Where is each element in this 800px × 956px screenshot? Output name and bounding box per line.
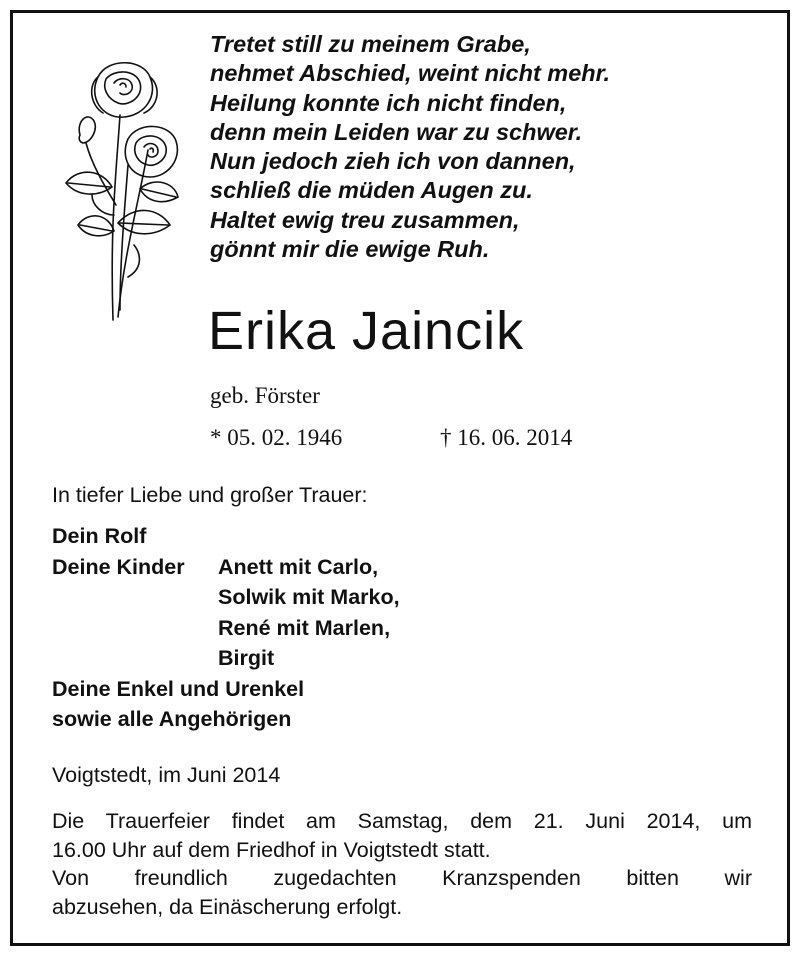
- birth-date: * 05. 02. 1946: [210, 425, 343, 450]
- child-name: Solwik mit Marko,: [218, 585, 400, 609]
- child-name: Anett mit Carlo,: [218, 554, 379, 579]
- child-name: René mit Marlen,: [218, 615, 391, 640]
- rose-illustration: [58, 55, 188, 325]
- mourner-rolf: Dein Rolf: [52, 524, 147, 548]
- poem-line: schließ die müden Augen zu.: [210, 177, 533, 204]
- mourner-angehoerige: sowie alle Angehörigen: [52, 707, 292, 731]
- deceased-name: Erika Jaincik: [208, 301, 525, 361]
- maiden-name: geb. Förster: [210, 383, 320, 408]
- mourner-enkel: Deine Enkel und Urenkel: [52, 676, 305, 701]
- poem-line: nehmet Abschied, weint nicht mehr.: [210, 60, 611, 87]
- place-date: Voigtstedt, im Juni 2014: [52, 763, 281, 787]
- mourner-row: [52, 552, 379, 583]
- notice-line: Die Trauerfeier findet am Samstag, dem 21. Juni 2014, um: [52, 809, 752, 833]
- notice-line: Von freundlich zugedachten Kranzspenden bitten wir: [52, 866, 752, 890]
- notice-line: abzusehen, da Einäscherung erfolgt.: [52, 894, 403, 919]
- child-name: Birgit: [218, 646, 275, 670]
- poem: [210, 30, 610, 264]
- mourner-row: [52, 643, 304, 674]
- mourner-row: [52, 704, 304, 735]
- funeral-notice: [52, 807, 752, 921]
- poem-line: Tretet still zu meinem Grabe,: [210, 31, 531, 57]
- poem-line: Heilung konnte ich nicht finden,: [210, 89, 567, 116]
- mourner-row: [52, 674, 304, 705]
- mourner-row: [52, 521, 304, 552]
- mourners-list: [52, 521, 400, 735]
- mourning-intro: In tiefer Liebe und großer Trauer:: [52, 483, 368, 507]
- poem-line: Haltet ewig treu zusammen,: [210, 206, 520, 233]
- poem-line: Nun jedoch zieh ich von dannen,: [210, 148, 576, 175]
- death-date: † 16. 06. 2014: [440, 425, 573, 450]
- poem-line: denn mein Leiden war zu schwer.: [210, 118, 583, 145]
- poem-line: gönnt mir die ewige Ruh.: [210, 236, 490, 263]
- mourner-row: [52, 613, 391, 644]
- notice-line: 16.00 Uhr auf dem Friedhof in Voigtstedt statt.: [52, 837, 491, 862]
- mourner-row: [52, 582, 400, 613]
- kinder-label: Deine Kinder: [52, 554, 185, 579]
